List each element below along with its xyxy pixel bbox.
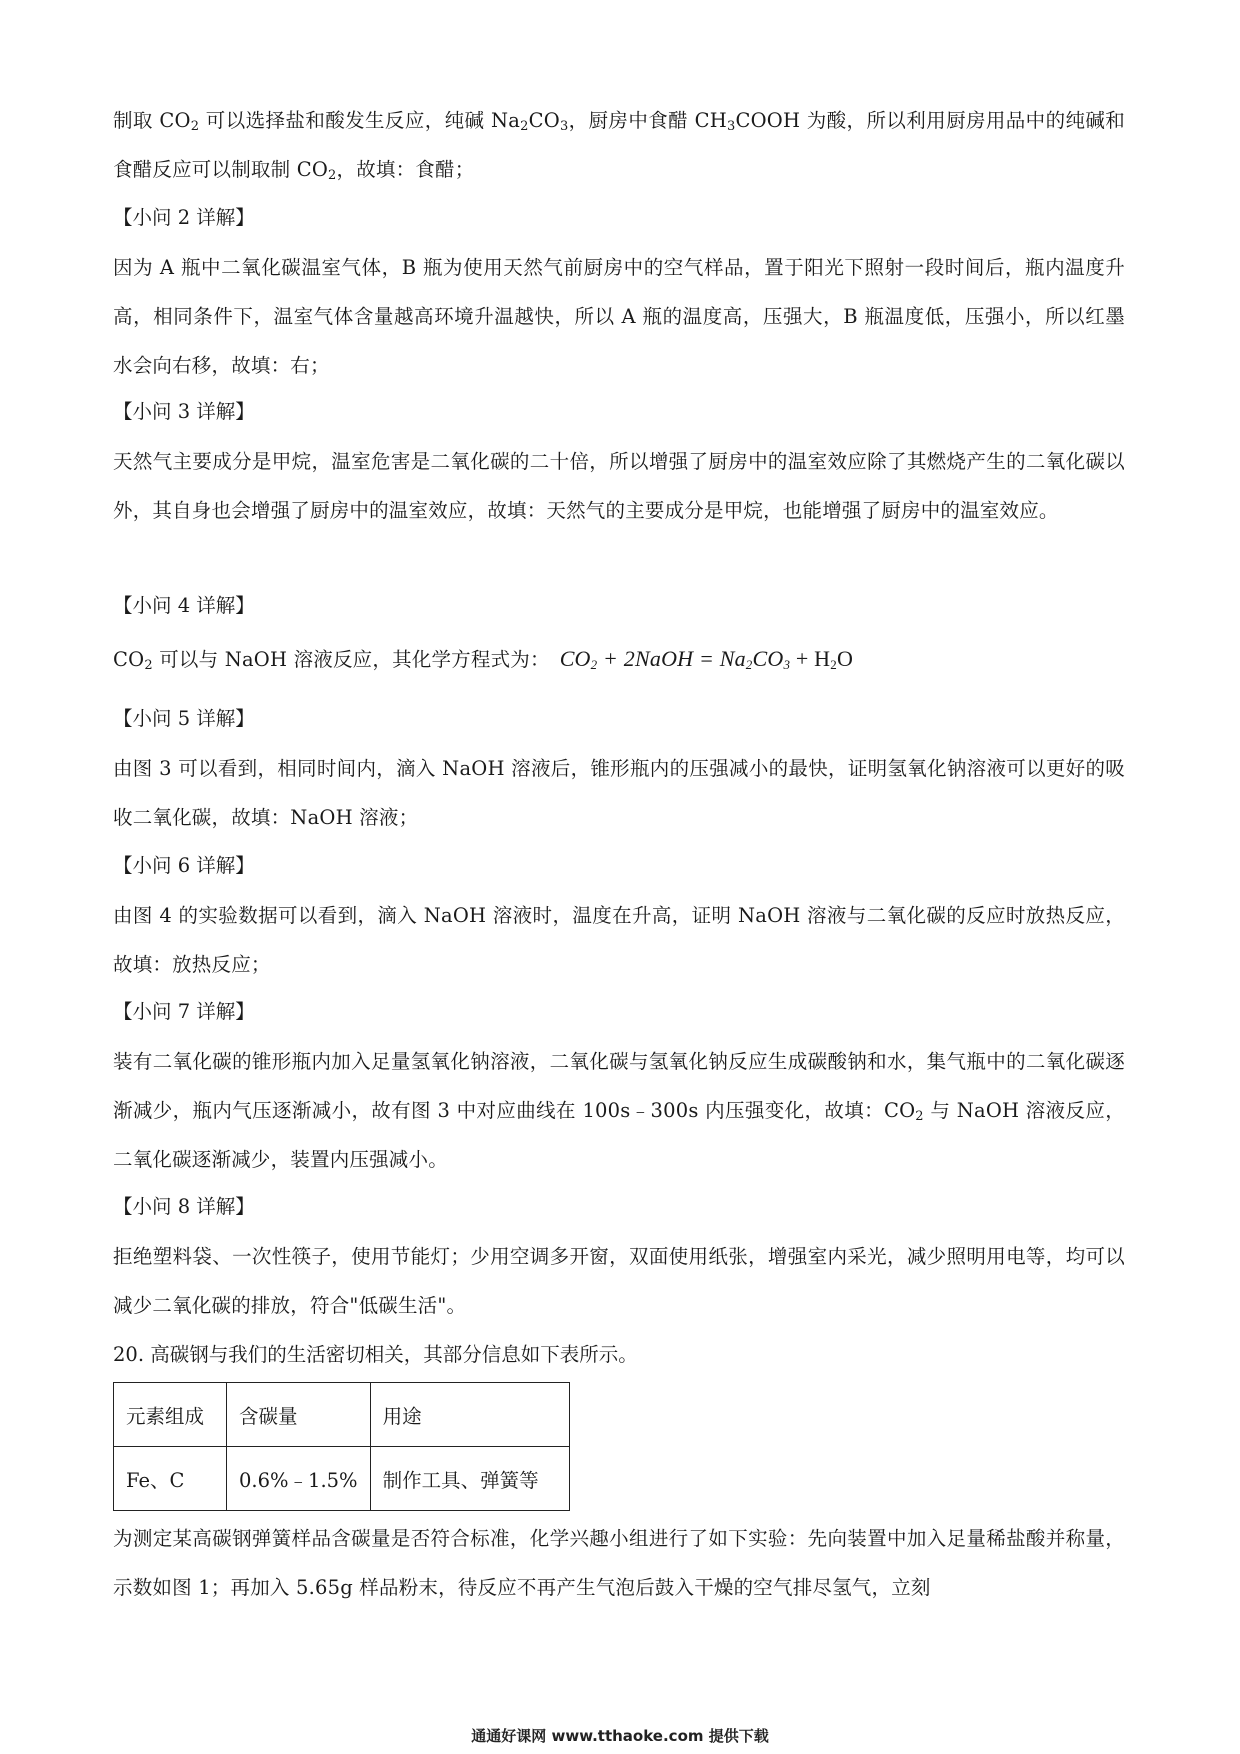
heading-q4: 【小问 4 详解】 [113,594,255,617]
footer-download-notice: 通通好课网 www.tthaoke.com 提供下载 [471,1727,769,1745]
paragraph-q4-answer: $CO_2$ 可以与 NaOH 溶液反应，其化学方程式为： $CO_2$ + 2NaOH = $Na_2CO_3 + H_2O$ [113,646,854,673]
table-cell: 0.6%﹣1.5% [227,1447,371,1511]
paragraph-q7-answer: 装有二氧化碳的锥形瓶内加入足量氢氧化钠溶液，二氧化碳与氢氧化钠反应生成碳酸钠和水，集气瓶中的二氧化碳逐渐减少，瓶内气压逐渐减小，故有图 3 中对应曲线在 100s﹣300s 内压强变化，故填：$CO_2$ 与 NaOH 溶液反应，二氧化碳逐渐减少，装置内压强减小。 [113,1050,1125,1171]
heading-q6: 【小问 6 详解】 [113,854,255,877]
table-header-cell: 元素组成 [114,1383,227,1447]
paragraph-q6-answer: 由图 4 的实验数据可以看到，滴入 NaOH 溶液时，温度在升高，证明 NaOH 溶液与二氧化碳的反应时放热反应，故填：放热反应； [113,904,1125,976]
paragraph-q3-answer: 天然气主要成分是甲烷，温室危害是二氧化碳的二十倍，所以增强了厨房中的温室效应除了其燃烧产生的二氧化碳以外，其自身也会增强了厨房中的温室效应，故填：天然气的主要成分是甲烷，也能增强了厨房中的温室效应。 [113,450,1125,522]
table-header-cell: 含碳量 [227,1383,371,1447]
paragraph-q1-answer: 制取 $CO_2$ 可以选择盐和酸发生反应，纯碱 $Na_2CO_3$，厨房中食醋 $CH_3COOH$ 为酸，所以利用厨房用品中的纯碱和食醋反应可以制取制 $CO_2$，故填：食醋； [113,109,1125,183]
heading-q8: 【小问 8 详解】 [113,1195,255,1218]
table-header-cell: 用途 [370,1383,569,1447]
paragraph-q8-answer: 拒绝塑料袋、一次性筷子，使用节能灯；少用空调多开窗，双面使用纸张，增强室内采光，减少照明用电等，均可以减少二氧化碳的排放，符合"低碳生活"。 [113,1245,1125,1317]
paragraph-q2-answer: 因为 A 瓶中二氧化碳温室气体，B 瓶为使用天然气前厨房中的空气样品，置于阳光下照射一段时间后，瓶内温度升高，相同条件下，温室气体含量越高环境升温越快，所以 A 瓶的温度高，压强大，B 瓶温度低，压强小，所以红墨水会向右移，故填：右； [113,256,1125,377]
heading-q3: 【小问 3 详解】 [113,400,255,423]
table-row [114,1447,570,1511]
heading-q7: 【小问 7 详解】 [113,1000,255,1023]
chemical-equation: $CO_2$ + 2NaOH = $Na_2CO_3 + H_2O$ [559,646,854,672]
table-cell: 制作工具、弹簧等 [370,1447,569,1511]
paragraph-q5-answer: 由图 3 可以看到，相同时间内，滴入 NaOH 溶液后，锥形瓶内的压强减小的最快，证明氢氧化钠溶液可以更好的吸收二氧化碳，故填：NaOH 溶液； [113,757,1125,829]
table-header-row [114,1383,570,1447]
table-cell: Fe、C [114,1447,227,1511]
question-20-stem: 20. 高碳钢与我们的生活密切相关，其部分信息如下表所示。 [113,1343,638,1366]
high-carbon-steel-table [113,1382,570,1511]
paragraph-experiment: 为测定某高碳钢弹簧样品含碳量是否符合标准，化学兴趣小组进行了如下实验：先向装置中加入足量稀盐酸并称量，示数如图 1；再加入 5.65g 样品粉末，待反应不再产生气泡后鼓入干燥的空气排尽氢气，立刻 [113,1527,1125,1599]
heading-q5: 【小问 5 详解】 [113,707,255,730]
heading-q2: 【小问 2 详解】 [113,206,255,229]
